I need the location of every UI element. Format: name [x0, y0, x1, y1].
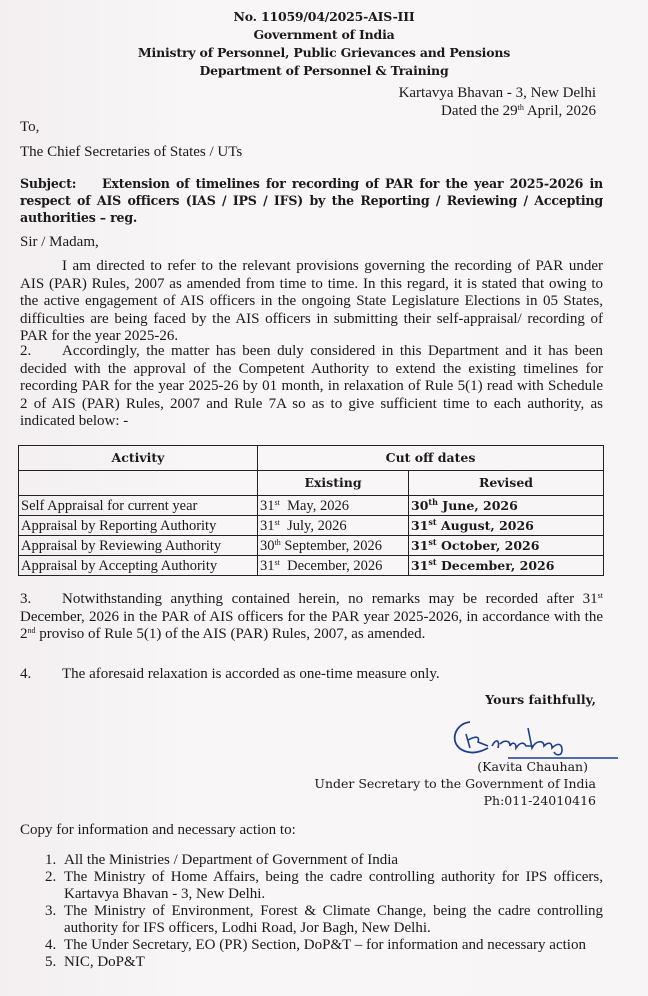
- activity-cell: Appraisal by Reviewing Authority: [19, 536, 258, 556]
- signatory-name: (Kavita Chauhan): [477, 759, 588, 774]
- copy-list: [20, 852, 603, 971]
- paragraph-1: [20, 258, 603, 346]
- table-subheader-row: [19, 471, 604, 496]
- ministry-title: Ministry of Personnel, Public Grievances and Pensions: [137, 45, 511, 60]
- paragraph-4-number: 4.: [20, 666, 32, 682]
- revised-date-cell: 31st December, 2026: [409, 556, 604, 576]
- copy-list-item: 4. The Under Secretary, EO (PR) Section, DoP&T – for information and necessary action: [60, 937, 603, 954]
- paragraph-3-number: 3.: [20, 591, 32, 607]
- closing: Yours faithfully,: [485, 692, 596, 707]
- paragraph-2-number: 2.: [20, 343, 32, 359]
- copy-list-item: 3. The Ministry of Environment, Forest & Climate Change, being the cadre controlling authority for IFS officers, Lodhi Road, Jor Bagh, New Delhi.: [60, 903, 603, 937]
- paragraph-2: [20, 343, 603, 431]
- existing-date-cell: 31st December, 2026: [258, 556, 409, 576]
- activity-cell: Appraisal by Accepting Authority: [19, 556, 258, 576]
- paragraph-2-text: Accordingly, the matter has been duly considered in this Department and it has been decided with the approval of the Competent Authority to extend the existing timelines for recording PAR for the year 2025-26 by 01 month, in relaxation of Rule 5(1) read with Schedule 2 of AIS (PAR) Rules, 2007 and Rule 7A so as to give sufficient time to each authority, as indicated below: -: [20, 343, 603, 429]
- table-row: [19, 516, 604, 536]
- government-title: Government of India: [253, 27, 395, 42]
- header-cutoff-dates: Cut off dates: [258, 446, 604, 471]
- copy-list-item: 2. The Ministry of Home Affairs, being the cadre controlling authority for IPS officers, Kartavya Bhavan - 3, New Delhi.: [60, 869, 603, 903]
- revised-date-cell: 31st August, 2026: [409, 516, 604, 536]
- activity-cell: Self Appraisal for current year: [19, 496, 258, 516]
- department-title: Department of Personnel & Training: [199, 63, 449, 78]
- revised-date-cell: 31st October, 2026: [409, 536, 604, 556]
- salutation: Sir / Madam,: [20, 234, 99, 250]
- subject-text: Extension of timelines for recording of PAR for the year 2025-2026 in respect of AIS officers (IAS / IPS / IFS) by the Reporting / Reviewing / Accepting authorities – reg.: [20, 176, 603, 225]
- cutoff-dates-table: [18, 445, 604, 576]
- subject: [20, 175, 603, 226]
- existing-date-cell: 30th September, 2026: [258, 536, 409, 556]
- date-suffix: April, 2026: [523, 103, 596, 119]
- copy-list-item: 5. NIC, DoP&T: [60, 954, 603, 971]
- table-row: [19, 496, 604, 516]
- table-row: [19, 556, 604, 576]
- signature-image: [440, 712, 630, 762]
- existing-date-cell: 31st May, 2026: [258, 496, 409, 516]
- paragraph-4-text: The aforesaid relaxation is accorded as one-time measure only.: [62, 666, 440, 682]
- header-existing: Existing: [258, 471, 409, 496]
- signature-stroke: [492, 728, 562, 755]
- activity-cell: Appraisal by Reporting Authority: [19, 516, 258, 536]
- paragraph-3: 3. Notwithstanding anything contained herein, no remarks may be recorded after 31st December, 2026 in the PAR of AIS officers for the PAR year 2025-2026, in accordance with the 2nd proviso of Rule 5(1) of the AIS (PAR) Rules, 2007, as amended.: [20, 591, 603, 642]
- paragraph-4: [20, 666, 603, 684]
- table-row: [19, 536, 604, 556]
- revised-date-cell: 30th June, 2026: [409, 496, 604, 516]
- signature-stroke: [455, 722, 488, 753]
- table-header-row: [19, 446, 604, 471]
- date-prefix: Dated the 29: [441, 103, 518, 119]
- signatory-phone: Ph:011-24010416: [483, 793, 596, 808]
- letter-date: [441, 102, 596, 120]
- recipient: The Chief Secretaries of States / UTs: [20, 144, 243, 160]
- to-label: To,: [20, 119, 40, 135]
- header-revised: Revised: [409, 471, 604, 496]
- file-number: No. 11059/04/2025-AIS-III: [233, 9, 415, 24]
- paragraph-1-text: I am directed to refer to the relevant provisions governing the recording of PAR under AIS (PAR) Rules, 2007 as amended from time to time. In this regard, it is stated that owing to the active engagement of AIS officers in the ongoing State Legislature Elections in 05 States, difficulties are being faced by the AIS officers in submitting their self-appraisal/ recording of PAR for the year 2025-26.: [20, 258, 603, 344]
- copy-heading: Copy for information and necessary action to:: [20, 822, 296, 838]
- header-blank: [19, 471, 258, 496]
- date-sup: th: [517, 103, 524, 112]
- header-activity: Activity: [19, 446, 258, 471]
- office-address: Kartavya Bhavan - 3, New Delhi: [398, 85, 596, 101]
- copy-list-item: 1. All the Ministries / Department of Government of India: [60, 852, 603, 869]
- subject-label: Subject:: [20, 176, 77, 191]
- existing-date-cell: 31st July, 2026: [258, 516, 409, 536]
- signature-stroke: [466, 734, 488, 748]
- signatory-designation: Under Secretary to the Government of India: [314, 776, 596, 791]
